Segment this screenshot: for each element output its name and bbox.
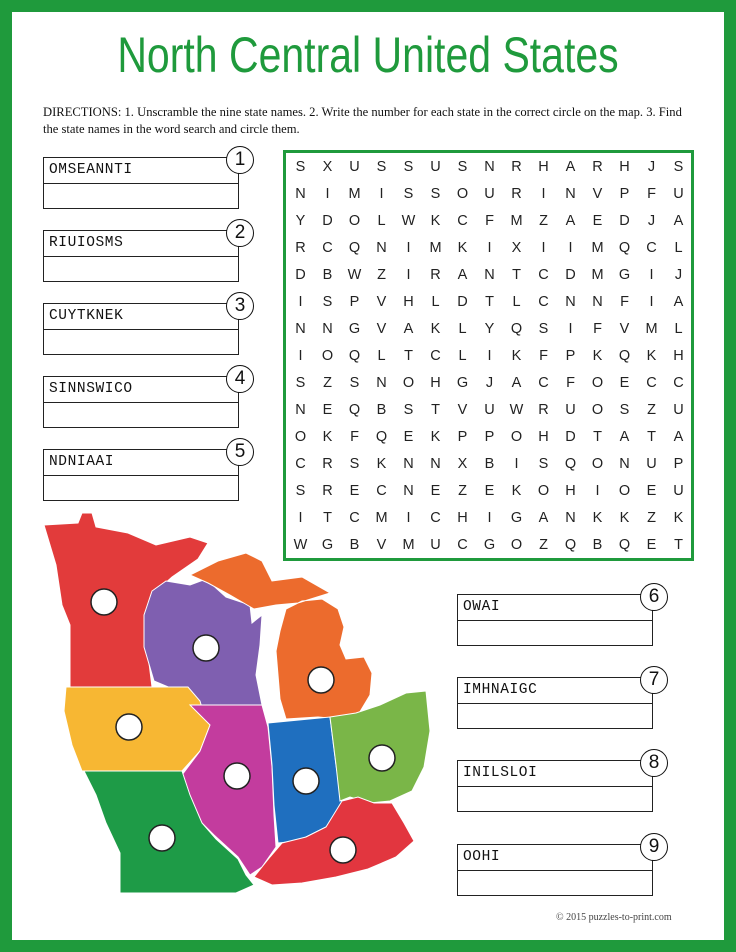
- grid-letter[interactable]: I: [406, 267, 411, 283]
- state-map: [40, 505, 440, 895]
- grid-letter[interactable]: U: [484, 402, 495, 418]
- grid-letter[interactable]: O: [510, 429, 523, 445]
- grid-letter[interactable]: C: [295, 456, 306, 472]
- grid-letter[interactable]: S: [295, 375, 306, 391]
- grid-letter[interactable]: H: [457, 510, 468, 526]
- grid-letter[interactable]: N: [403, 456, 414, 472]
- grid-letter[interactable]: R: [295, 240, 306, 256]
- answer-field-1[interactable]: [44, 184, 238, 208]
- grid-letter[interactable]: A: [565, 213, 576, 229]
- grid-letter[interactable]: I: [298, 510, 303, 526]
- grid-letter[interactable]: Z: [323, 375, 332, 391]
- grid-letter[interactable]: H: [673, 348, 684, 364]
- grid-letter[interactable]: E: [592, 213, 603, 229]
- grid-letter[interactable]: M: [402, 537, 415, 553]
- grid-letter[interactable]: Q: [618, 348, 631, 364]
- grid-letter[interactable]: A: [673, 213, 684, 229]
- grid-letter[interactable]: P: [619, 186, 630, 202]
- grid-letter[interactable]: T: [485, 294, 494, 310]
- grid-letter[interactable]: N: [484, 159, 495, 175]
- grid-letter[interactable]: N: [565, 294, 576, 310]
- number-circle-5: 5: [226, 438, 254, 466]
- grid-letter[interactable]: I: [649, 267, 654, 283]
- grid-letter[interactable]: D: [295, 267, 306, 283]
- grid-letter[interactable]: Y: [484, 321, 495, 337]
- grid-letter[interactable]: Z: [458, 483, 467, 499]
- grid-letter[interactable]: J: [647, 213, 656, 229]
- grid-letter[interactable]: F: [485, 213, 494, 229]
- word-box-4: [43, 376, 239, 428]
- grid-letter[interactable]: A: [565, 159, 576, 175]
- grid-letter[interactable]: I: [406, 510, 411, 526]
- grid-letter[interactable]: R: [430, 267, 441, 283]
- grid-letter[interactable]: W: [401, 213, 416, 229]
- grid-letter[interactable]: T: [404, 348, 413, 364]
- grid-letter[interactable]: T: [647, 429, 656, 445]
- word-box-7: [457, 677, 653, 729]
- grid-letter[interactable]: S: [538, 321, 549, 337]
- grid-letter[interactable]: J: [674, 267, 683, 283]
- grid-letter[interactable]: N: [295, 186, 306, 202]
- scrambled-word-7: IMHNAIGC: [458, 678, 652, 704]
- number-circle-2: 2: [226, 219, 254, 247]
- map-circle-indiana[interactable]: [293, 768, 319, 794]
- grid-letter[interactable]: S: [403, 186, 414, 202]
- scrambled-word-9: OOHI: [458, 845, 652, 871]
- map-circle-iowa[interactable]: [116, 714, 142, 740]
- grid-letter[interactable]: E: [322, 402, 333, 418]
- grid-letter[interactable]: G: [483, 537, 496, 553]
- grid-letter[interactable]: G: [618, 267, 631, 283]
- grid-letter[interactable]: Z: [539, 213, 548, 229]
- grid-letter[interactable]: Z: [539, 537, 548, 553]
- grid-letter[interactable]: B: [349, 537, 360, 553]
- grid-letter[interactable]: T: [674, 537, 683, 553]
- grid-letter[interactable]: I: [487, 240, 492, 256]
- copyright-text: © 2015 puzzles-to-print.com: [556, 912, 672, 923]
- grid-letter[interactable]: H: [538, 429, 549, 445]
- grid-letter[interactable]: R: [511, 186, 522, 202]
- grid-letter[interactable]: N: [619, 456, 630, 472]
- grid-letter[interactable]: Q: [564, 537, 577, 553]
- word-box-9: [457, 844, 653, 896]
- grid-letter[interactable]: O: [591, 375, 604, 391]
- grid-letter[interactable]: L: [431, 294, 440, 310]
- grid-letter[interactable]: U: [349, 159, 360, 175]
- grid-letter[interactable]: N: [295, 321, 306, 337]
- answer-field-4[interactable]: [44, 403, 238, 427]
- grid-letter[interactable]: V: [376, 294, 387, 310]
- grid-letter[interactable]: P: [349, 294, 360, 310]
- number-circle-4: 4: [226, 365, 254, 393]
- grid-letter[interactable]: V: [592, 186, 603, 202]
- grid-letter[interactable]: W: [509, 402, 524, 418]
- grid-letter[interactable]: U: [673, 483, 684, 499]
- grid-letter[interactable]: T: [512, 267, 521, 283]
- grid-letter[interactable]: K: [592, 510, 603, 526]
- grid-letter[interactable]: K: [376, 456, 387, 472]
- word-box-5: [43, 449, 239, 501]
- grid-letter[interactable]: W: [347, 267, 362, 283]
- grid-letter[interactable]: K: [457, 240, 468, 256]
- number-circle-7: 7: [640, 666, 668, 694]
- grid-letter[interactable]: B: [592, 537, 603, 553]
- grid-letter[interactable]: U: [646, 456, 657, 472]
- grid-letter[interactable]: P: [673, 456, 684, 472]
- word-box-6: [457, 594, 653, 646]
- page-title: North Central United States: [117, 27, 619, 83]
- grid-letter[interactable]: F: [539, 348, 548, 364]
- grid-letter[interactable]: O: [348, 213, 361, 229]
- grid-letter[interactable]: H: [538, 159, 549, 175]
- grid-letter[interactable]: S: [457, 159, 468, 175]
- grid-letter[interactable]: X: [457, 456, 468, 472]
- grid-letter[interactable]: M: [510, 213, 523, 229]
- grid-letter[interactable]: H: [403, 294, 414, 310]
- grid-letter[interactable]: O: [537, 483, 550, 499]
- grid-letter[interactable]: I: [568, 240, 573, 256]
- grid-letter[interactable]: Z: [377, 267, 386, 283]
- grid-letter[interactable]: M: [429, 240, 442, 256]
- grid-letter[interactable]: V: [619, 321, 630, 337]
- grid-letter[interactable]: E: [403, 429, 414, 445]
- grid-letter[interactable]: G: [321, 537, 334, 553]
- grid-letter[interactable]: A: [673, 429, 684, 445]
- grid-letter[interactable]: N: [295, 402, 306, 418]
- grid-letter[interactable]: M: [375, 510, 388, 526]
- grid-letter[interactable]: F: [647, 186, 656, 202]
- grid-letter[interactable]: V: [376, 537, 387, 553]
- grid-letter[interactable]: X: [322, 159, 333, 175]
- grid-letter[interactable]: I: [298, 348, 303, 364]
- number-circle-9: 9: [640, 833, 668, 861]
- grid-letter[interactable]: S: [322, 294, 333, 310]
- grid-letter[interactable]: N: [376, 375, 387, 391]
- grid-letter[interactable]: S: [403, 159, 414, 175]
- grid-letter[interactable]: S: [673, 159, 684, 175]
- grid-letter[interactable]: Z: [647, 402, 656, 418]
- grid-letter[interactable]: R: [322, 456, 333, 472]
- word-box-3: [43, 303, 239, 355]
- map-circle-illinois[interactable]: [224, 763, 250, 789]
- grid-letter[interactable]: Q: [348, 240, 361, 256]
- grid-letter[interactable]: O: [321, 348, 334, 364]
- scrambled-word-1: OMSEANNTI: [44, 158, 238, 184]
- grid-letter[interactable]: A: [511, 375, 522, 391]
- grid-letter[interactable]: D: [322, 213, 333, 229]
- grid-letter[interactable]: M: [591, 240, 604, 256]
- grid-letter[interactable]: L: [377, 348, 386, 364]
- grid-letter[interactable]: I: [541, 240, 546, 256]
- grid-letter[interactable]: O: [618, 483, 631, 499]
- grid-letter[interactable]: S: [376, 159, 387, 175]
- grid-letter[interactable]: U: [484, 186, 495, 202]
- grid-letter[interactable]: B: [376, 402, 387, 418]
- answer-field-9[interactable]: [458, 871, 652, 895]
- map-circle-ohio[interactable]: [369, 745, 395, 771]
- grid-letter[interactable]: I: [514, 456, 519, 472]
- grid-letter[interactable]: A: [538, 510, 549, 526]
- scrambled-word-3: CUYTKNEK: [44, 304, 238, 330]
- grid-letter[interactable]: P: [484, 429, 495, 445]
- grid-letter[interactable]: N: [565, 186, 576, 202]
- grid-letter[interactable]: T: [323, 510, 332, 526]
- grid-letter[interactable]: M: [591, 267, 604, 283]
- grid-letter[interactable]: T: [593, 429, 602, 445]
- grid-letter[interactable]: O: [591, 402, 604, 418]
- grid-letter[interactable]: Q: [375, 429, 388, 445]
- grid-letter[interactable]: C: [430, 510, 441, 526]
- grid-letter[interactable]: P: [457, 429, 468, 445]
- grid-letter[interactable]: R: [511, 159, 522, 175]
- word-box-8: [457, 760, 653, 812]
- grid-letter[interactable]: O: [510, 537, 523, 553]
- grid-letter[interactable]: S: [295, 483, 306, 499]
- grid-letter[interactable]: G: [456, 375, 469, 391]
- grid-letter[interactable]: E: [619, 375, 630, 391]
- map-circle-wisconsin[interactable]: [193, 635, 219, 661]
- grid-letter[interactable]: R: [322, 483, 333, 499]
- grid-letter[interactable]: G: [348, 321, 361, 337]
- grid-letter[interactable]: Q: [618, 240, 631, 256]
- grid-letter[interactable]: S: [538, 456, 549, 472]
- grid-letter[interactable]: C: [538, 294, 549, 310]
- grid-letter[interactable]: E: [484, 483, 495, 499]
- grid-letter[interactable]: J: [485, 375, 494, 391]
- grid-letter[interactable]: H: [430, 375, 441, 391]
- grid-letter[interactable]: L: [674, 321, 683, 337]
- directions-text: DIRECTIONS: 1. Unscramble the nine state names. 2. Write the number for each state in the correct circle on the map. 3. Find the state names in the word search and circle them.: [43, 105, 682, 136]
- scrambled-word-4: SINNSWICO: [44, 377, 238, 403]
- grid-letter[interactable]: A: [673, 294, 684, 310]
- grid-letter[interactable]: A: [457, 267, 468, 283]
- grid-letter[interactable]: Y: [295, 213, 306, 229]
- grid-letter[interactable]: S: [619, 402, 630, 418]
- grid-letter[interactable]: I: [568, 321, 573, 337]
- grid-letter[interactable]: L: [458, 321, 467, 337]
- grid-letter[interactable]: N: [403, 483, 414, 499]
- grid-letter[interactable]: O: [591, 456, 604, 472]
- grid-letter[interactable]: J: [647, 159, 656, 175]
- grid-letter[interactable]: C: [457, 537, 468, 553]
- grid-letter[interactable]: K: [619, 510, 630, 526]
- grid-letter[interactable]: Q: [348, 402, 361, 418]
- grid-letter[interactable]: Q: [564, 456, 577, 472]
- grid-letter[interactable]: S: [349, 375, 360, 391]
- grid-letter[interactable]: I: [649, 294, 654, 310]
- grid-letter[interactable]: C: [322, 240, 333, 256]
- grid-letter[interactable]: Q: [618, 537, 631, 553]
- number-circle-8: 8: [640, 749, 668, 777]
- number-circle-3: 3: [226, 292, 254, 320]
- grid-letter[interactable]: F: [566, 375, 575, 391]
- grid-letter[interactable]: D: [619, 213, 630, 229]
- grid-letter[interactable]: I: [541, 186, 546, 202]
- grid-letter[interactable]: F: [593, 321, 602, 337]
- answer-field-3[interactable]: [44, 330, 238, 354]
- grid-letter[interactable]: R: [592, 159, 603, 175]
- grid-letter[interactable]: N: [484, 267, 495, 283]
- word-box-2: [43, 230, 239, 282]
- grid-letter[interactable]: L: [674, 240, 683, 256]
- answer-field-8[interactable]: [458, 787, 652, 811]
- grid-letter[interactable]: N: [322, 321, 333, 337]
- grid-letter[interactable]: C: [349, 510, 360, 526]
- grid-letter[interactable]: H: [565, 483, 576, 499]
- grid-letter[interactable]: N: [592, 294, 603, 310]
- grid-letter[interactable]: S: [403, 402, 414, 418]
- grid-letter[interactable]: F: [620, 294, 629, 310]
- grid-letter[interactable]: C: [538, 375, 549, 391]
- grid-letter[interactable]: K: [322, 429, 333, 445]
- answer-field-5[interactable]: [44, 476, 238, 500]
- grid-letter[interactable]: I: [595, 483, 600, 499]
- grid-letter[interactable]: E: [430, 483, 441, 499]
- answer-field-7[interactable]: [458, 704, 652, 728]
- grid-letter[interactable]: S: [295, 159, 306, 175]
- grid-letter[interactable]: I: [379, 186, 384, 202]
- grid-letter[interactable]: U: [430, 537, 441, 553]
- grid-letter[interactable]: C: [457, 213, 468, 229]
- grid-letter[interactable]: D: [565, 429, 576, 445]
- grid-letter[interactable]: C: [673, 375, 684, 391]
- grid-letter[interactable]: G: [510, 510, 523, 526]
- grid-letter[interactable]: I: [487, 348, 492, 364]
- grid-letter[interactable]: N: [376, 240, 387, 256]
- grid-letter[interactable]: E: [646, 483, 657, 499]
- grid-letter[interactable]: D: [565, 267, 576, 283]
- grid-letter[interactable]: C: [646, 375, 657, 391]
- scrambled-word-8: INILSLOI: [458, 761, 652, 787]
- grid-letter[interactable]: H: [619, 159, 630, 175]
- grid-letter[interactable]: P: [565, 348, 576, 364]
- grid-letter[interactable]: N: [565, 510, 576, 526]
- grid-letter[interactable]: I: [487, 510, 492, 526]
- grid-letter[interactable]: Q: [348, 348, 361, 364]
- grid-letter[interactable]: K: [430, 213, 441, 229]
- grid-letter[interactable]: B: [322, 267, 333, 283]
- grid-letter[interactable]: O: [294, 429, 307, 445]
- grid-letter[interactable]: R: [538, 402, 549, 418]
- grid-letter[interactable]: V: [376, 321, 387, 337]
- grid-letter[interactable]: C: [538, 267, 549, 283]
- grid-letter[interactable]: F: [350, 429, 359, 445]
- number-circle-6: 6: [640, 583, 668, 611]
- grid-letter[interactable]: K: [430, 429, 441, 445]
- grid-letter[interactable]: K: [592, 348, 603, 364]
- grid-letter[interactable]: A: [403, 321, 414, 337]
- grid-letter[interactable]: C: [646, 240, 657, 256]
- grid-letter[interactable]: L: [377, 213, 386, 229]
- grid-letter[interactable]: N: [430, 456, 441, 472]
- grid-letter[interactable]: Z: [647, 510, 656, 526]
- grid-letter[interactable]: S: [430, 186, 441, 202]
- scrambled-word-6: OWAI: [458, 595, 652, 621]
- grid-letter[interactable]: S: [349, 456, 360, 472]
- grid-letter[interactable]: V: [457, 402, 468, 418]
- number-circle-1: 1: [226, 146, 254, 174]
- map-circle-michigan[interactable]: [308, 667, 334, 693]
- grid-letter[interactable]: B: [484, 456, 495, 472]
- grid-letter[interactable]: X: [511, 240, 522, 256]
- grid-letter[interactable]: W: [293, 537, 308, 553]
- grid-letter[interactable]: I: [325, 186, 330, 202]
- grid-letter[interactable]: Q: [510, 321, 523, 337]
- answer-field-6[interactable]: [458, 621, 652, 645]
- grid-letter[interactable]: O: [402, 375, 415, 391]
- grid-letter[interactable]: T: [431, 402, 440, 418]
- grid-letter[interactable]: U: [430, 159, 441, 175]
- grid-letter[interactable]: M: [348, 186, 361, 202]
- grid-letter[interactable]: K: [673, 510, 684, 526]
- grid-letter[interactable]: U: [565, 402, 576, 418]
- grid-letter[interactable]: I: [298, 294, 303, 310]
- map-circle-kentucky[interactable]: [330, 837, 356, 863]
- grid-letter[interactable]: M: [645, 321, 658, 337]
- grid-letter[interactable]: O: [456, 186, 469, 202]
- scrambled-word-2: RIUIOSMS: [44, 231, 238, 257]
- grid-letter[interactable]: U: [673, 402, 684, 418]
- grid-letter[interactable]: E: [646, 537, 657, 553]
- map-circle-missouri[interactable]: [149, 825, 175, 851]
- grid-letter[interactable]: C: [430, 348, 441, 364]
- grid-letter[interactable]: L: [458, 348, 467, 364]
- grid-letter[interactable]: I: [406, 240, 411, 256]
- grid-letter[interactable]: C: [376, 483, 387, 499]
- grid-letter[interactable]: K: [646, 348, 657, 364]
- map-circle-minnesota[interactable]: [91, 589, 117, 615]
- grid-letter[interactable]: K: [511, 348, 522, 364]
- scrambled-word-5: NDNIAAI: [44, 450, 238, 476]
- answer-field-2[interactable]: [44, 257, 238, 281]
- grid-letter[interactable]: L: [512, 294, 521, 310]
- grid-letter[interactable]: K: [511, 483, 522, 499]
- grid-letter[interactable]: A: [619, 429, 630, 445]
- grid-letter[interactable]: K: [430, 321, 441, 337]
- word-box-1: [43, 157, 239, 209]
- grid-letter[interactable]: D: [457, 294, 468, 310]
- grid-letter[interactable]: U: [673, 186, 684, 202]
- grid-letter[interactable]: E: [349, 483, 360, 499]
